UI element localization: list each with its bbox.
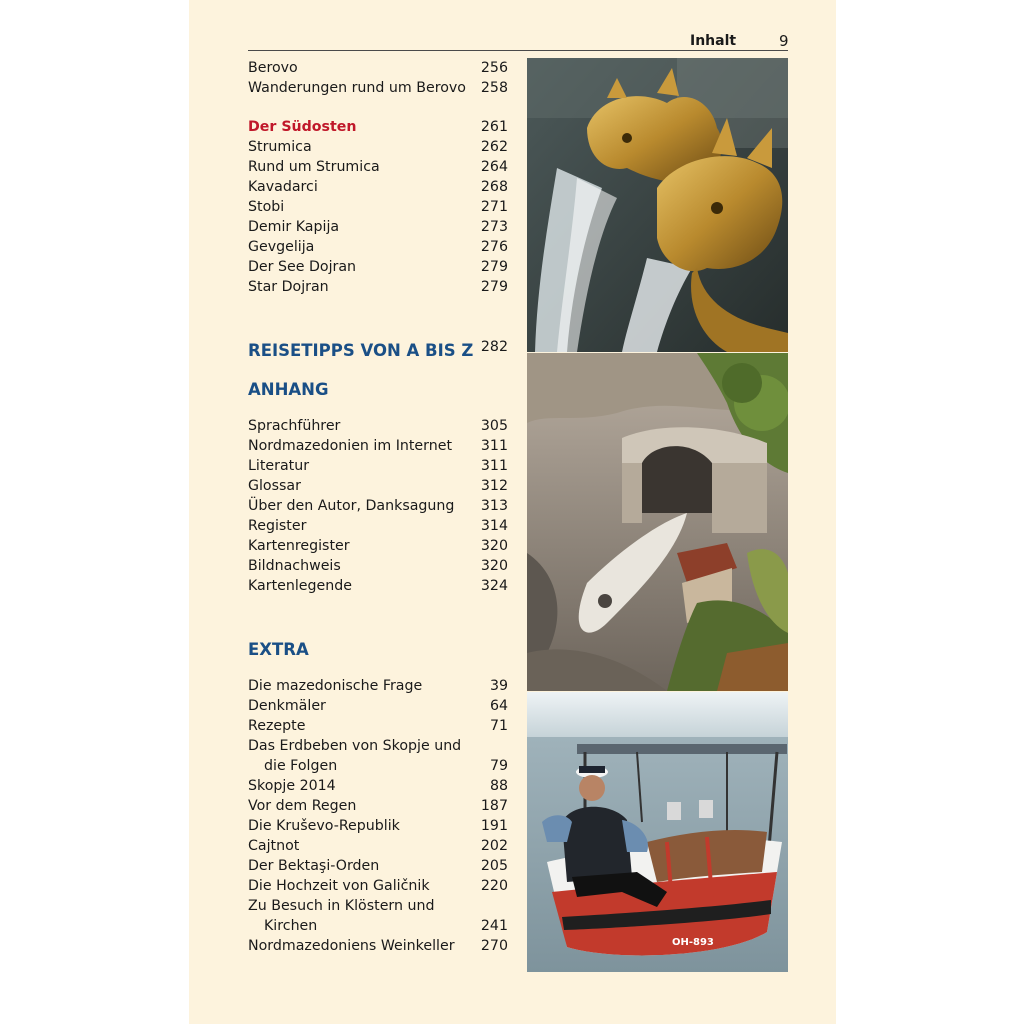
chapter-heading-title: Der Südosten [248, 119, 357, 135]
toc-entry [248, 498, 508, 518]
toc-entry-title: Strumica [248, 139, 312, 155]
toc-entry-title: Wanderungen rund um Berovo [248, 80, 466, 96]
toc-entry [248, 938, 508, 958]
toc-entry-page: 270 [480, 938, 508, 954]
toc-entry [248, 718, 508, 738]
toc-entry-title: Literatur [248, 458, 310, 474]
toc-entry-page: 264 [480, 159, 508, 175]
toc-entry [248, 478, 508, 498]
toc-entry [248, 898, 508, 918]
toc-entry-title: Zu Besuch in Klöstern und [248, 898, 435, 914]
toc-entry-title: Sprachführer [248, 418, 341, 434]
toc-entry [248, 538, 508, 558]
toc-entry [248, 179, 508, 199]
toc-entry-page: 271 [480, 199, 508, 215]
toc-entry-title: Die mazedonische Frage [248, 678, 423, 694]
toc-entry [248, 698, 508, 718]
toc-entry-title: Kavadarci [248, 179, 318, 195]
toc-entry [248, 738, 508, 758]
toc-entry-title: Nordmazedoniens Weinkeller [248, 938, 455, 954]
toc-entry-title: Gevgelija [248, 239, 315, 255]
toc-entry [248, 558, 508, 578]
toc-entry [248, 878, 508, 898]
photo-dragon-fountain [527, 58, 788, 352]
toc-entry-page: 311 [480, 458, 508, 474]
toc-entry-title: Das Erdbeben von Skopje und [248, 738, 462, 754]
toc-entry-title: Berovo [248, 60, 298, 76]
chapter-heading-page: 261 [480, 119, 508, 135]
toc-entry-title: Vor dem Regen [248, 798, 357, 814]
toc-entry-title: Die Hochzeit von Galičnik [248, 878, 430, 894]
toc-entry [248, 418, 508, 438]
toc-entry-title: Kartenlegende [248, 578, 352, 594]
toc-entry-page: 202 [480, 838, 508, 854]
toc-entry [248, 139, 508, 159]
photo-boatman [527, 692, 788, 972]
toc-entry-page: 273 [480, 219, 508, 235]
toc-entry [248, 778, 508, 798]
toc-entry-page: 205 [480, 858, 508, 874]
toc-entry-title: Demir Kapija [248, 219, 340, 235]
toc-entry-page: 88 [489, 778, 508, 794]
toc-entry-page: 279 [480, 259, 508, 275]
toc-entry [248, 678, 508, 698]
toc-entry-page: 313 [480, 498, 508, 514]
section-heading-extra: EXTRA [248, 640, 309, 659]
toc-entry [248, 798, 508, 818]
toc-entry [248, 199, 508, 219]
toc-entry [248, 438, 508, 458]
header-rule [248, 50, 788, 51]
toc-entry-continued [248, 918, 508, 938]
toc-entry [248, 578, 508, 598]
toc-entry-title: Stobi [248, 199, 285, 215]
toc-entry-page: 191 [480, 818, 508, 834]
toc-entry-page: 305 [480, 418, 508, 434]
toc-entry-title: Über den Autor, Danksagung [248, 498, 455, 514]
toc-entry [248, 279, 508, 299]
toc-entry-page: 314 [480, 518, 508, 534]
toc-entry [248, 259, 508, 279]
toc-entry-continued [248, 758, 508, 778]
section-heading-reisetipps: REISETIPPS VON A BIS Z [248, 341, 474, 360]
toc-entry [248, 458, 508, 478]
toc-entry-title: Der Bektaşi-Orden [248, 858, 380, 874]
section-heading-page: 282 [480, 339, 508, 355]
toc-entry [248, 159, 508, 179]
toc-entry-page: 187 [480, 798, 508, 814]
toc-entry [248, 239, 508, 259]
page-number: 9 [779, 32, 789, 50]
toc-entry [248, 818, 508, 838]
chapter-heading-suedosten [248, 119, 508, 139]
toc-entry-title: Rund um Strumica [248, 159, 380, 175]
toc-entry-page: 311 [480, 438, 508, 454]
toc-entry-page: 39 [489, 678, 508, 694]
toc-entry-page: 64 [489, 698, 508, 714]
toc-entry-title: Star Dojran [248, 279, 329, 295]
toc-entry-page: 312 [480, 478, 508, 494]
toc-entry [248, 518, 508, 538]
toc-entry-title: Denkmäler [248, 698, 326, 714]
toc-entry-page: 79 [489, 758, 508, 774]
toc-entry-title: Kartenregister [248, 538, 350, 554]
toc-entry [248, 838, 508, 858]
toc-entry-title: Register [248, 518, 307, 534]
toc-entry-title: Cajtnot [248, 838, 300, 854]
toc-entry-page: 324 [480, 578, 508, 594]
toc-entry-title: Glossar [248, 478, 301, 494]
toc-entry [248, 219, 508, 239]
toc-entry-title: Bildnachweis [248, 558, 341, 574]
toc-entry [248, 80, 508, 100]
toc-entry-title: Die Kruševo-Republik [248, 818, 400, 834]
toc-entry-page: 258 [480, 80, 508, 96]
boat-registration: OH-893 [672, 937, 714, 948]
toc-entry [248, 60, 508, 80]
toc-entry-title: Nordmazedonien im Internet [248, 438, 453, 454]
toc-entry-page: 220 [480, 878, 508, 894]
toc-entry-page: 256 [480, 60, 508, 76]
toc-entry-page: 320 [480, 538, 508, 554]
toc-entry-title: die Folgen [264, 758, 338, 774]
toc-entry-title: Der See Dojran [248, 259, 357, 275]
toc-entry-page: 241 [480, 918, 508, 934]
toc-entry-page: 320 [480, 558, 508, 574]
toc-entry [248, 858, 508, 878]
toc-entry-page: 268 [480, 179, 508, 195]
section-heading-anhang: ANHANG [248, 380, 329, 399]
toc-entry-page: 276 [480, 239, 508, 255]
toc-entry-title: Kirchen [264, 918, 318, 934]
running-header-title: Inhalt [690, 33, 737, 49]
photo-stone-bridge [527, 353, 788, 691]
toc-entry-page: 279 [480, 279, 508, 295]
toc-entry-page: 71 [489, 718, 508, 734]
toc-entry-title: Rezepte [248, 718, 306, 734]
toc-entry-title: Skopje 2014 [248, 778, 336, 794]
toc-entry-page: 262 [480, 139, 508, 155]
